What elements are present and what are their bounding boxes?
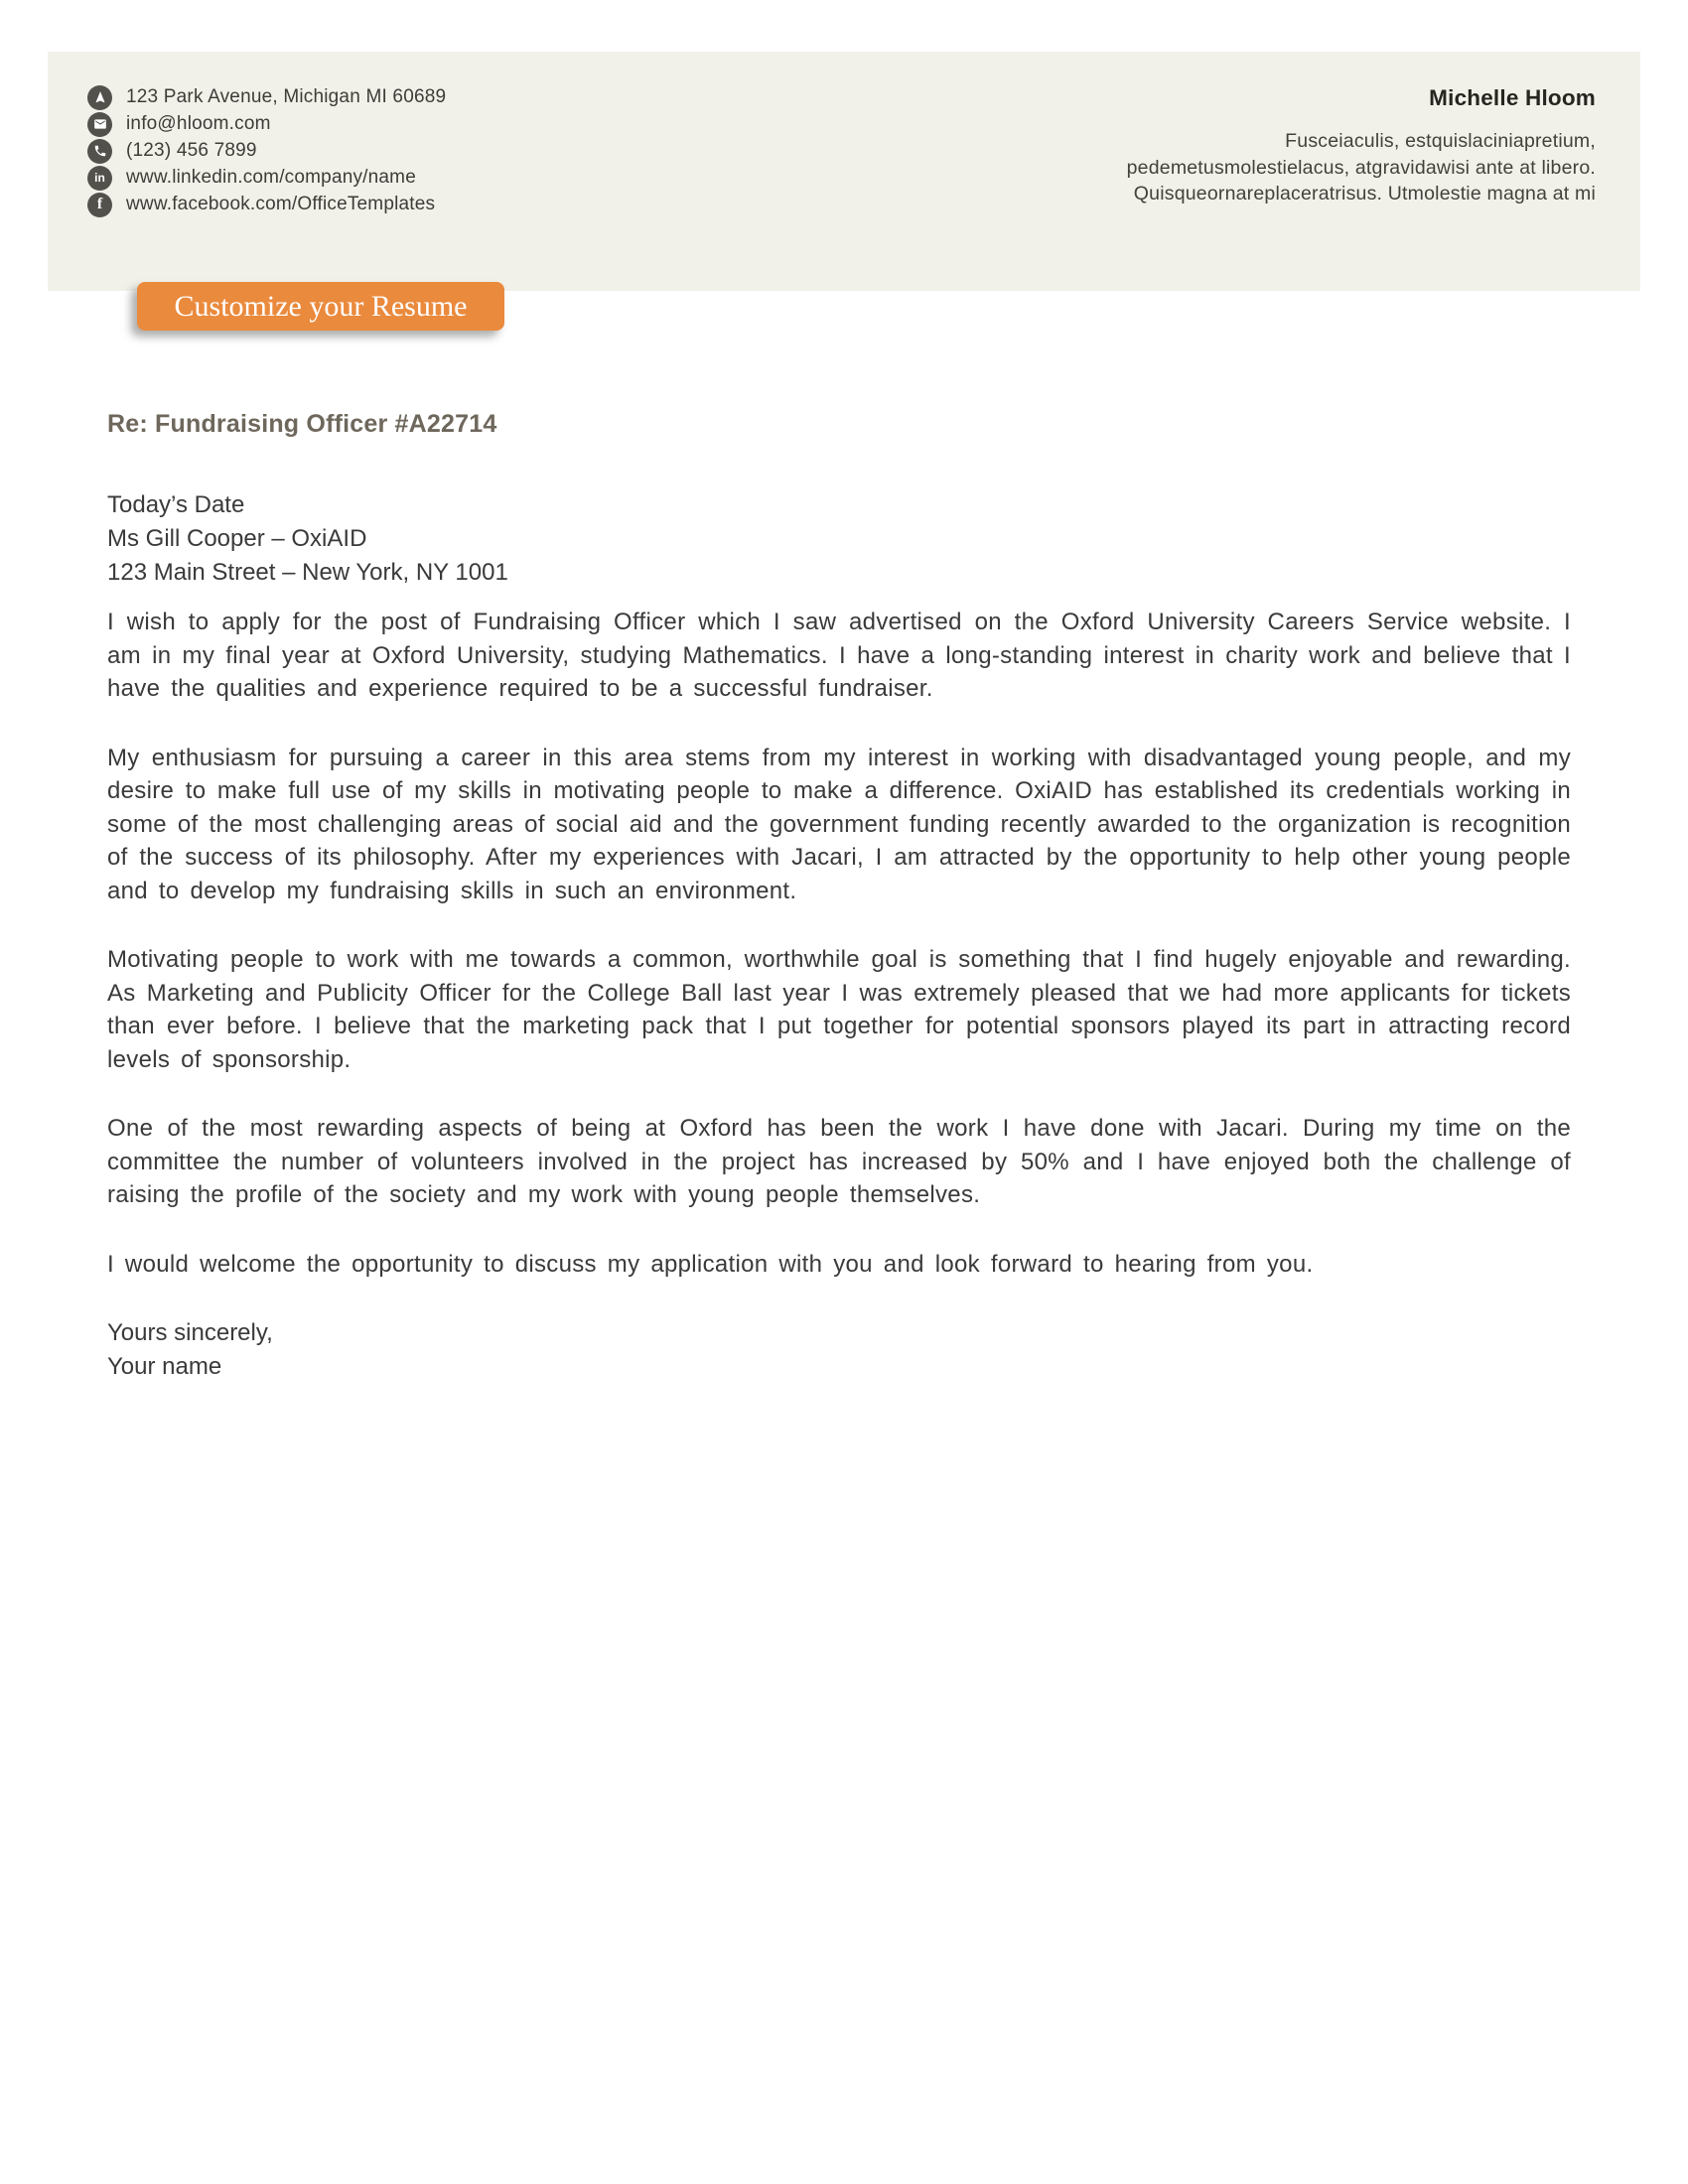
letter-paragraph: I wish to apply for the post of Fundraising Officer which I saw advertised on the Oxford University Careers Service website. I am in my final year at Oxford University, studying Mathematics. I have a long-standing interest in charity work and believe that I have the qualities and experience required to be a successful fundraiser.: [107, 609, 1571, 702]
contact-facebook: www.facebook.com/OfficeTemplates: [126, 194, 436, 214]
profile-name: Michelle Hloom: [1429, 85, 1596, 110]
letter-paragraph: Motivating people to work with me towards a common, worthwhile goal is something that I find hugely enjoyable and rewarding. As Marketing and Publicity Officer for the College Ball last year I was extremely pleased that we had more applicants for tickets than ever before. I believe that the marketing pack that I put together for potential sponsors played its part in attracting record levels of sponsorship.: [107, 946, 1571, 1073]
contact-address: 123 Park Avenue, Michigan MI 60689: [126, 86, 447, 107]
contact-item: [87, 85, 446, 109]
profile-summary-line: Fusceiaculis, estquislaciniapretium,: [1285, 130, 1596, 152]
facebook-icon: f: [87, 193, 112, 217]
contact-list: [87, 85, 446, 216]
email-icon: [87, 112, 112, 137]
closing-block: [107, 1316, 1571, 1384]
letter-paragraph: One of the most rewarding aspects of being at Oxford has been the work I have done with Jacari. During my time on the committee the number of volunteers involved in the project has increased by 50% and I have enjoyed both the challenge of raising the profile of the society and my work with young people themselves.: [107, 1115, 1571, 1208]
date-line: Today’s Date: [107, 491, 245, 518]
contact-email: info@hloom.com: [126, 113, 271, 134]
contact-item: [87, 166, 446, 190]
profile-summary-line: pedemetusmolestielacus, atgravidawisi ante at libero.: [1126, 156, 1596, 179]
recipient-line: Ms Gill Cooper – OxiAID: [107, 525, 367, 552]
location-icon: [87, 85, 112, 110]
letter-paragraph: My enthusiasm for pursuing a career in this area stems from my interest in working with disadvantaged young people, and my desire to make full use of my skills in motivating people to make a difference. OxiAID has established its credentials working in some of the most challenging areas of social aid and the government funding recently awarded to the organization is recognition of the success of its philosophy. After my experiences with Jacari, I am attracted by the opportunity to help other young people and to develop my fundraising skills in such an environment.: [107, 744, 1571, 904]
recipient-block: [107, 488, 1571, 590]
letter-subject: Re: Fundraising Officer #A22714: [107, 410, 497, 438]
profile-summary-line: Quisqueornareplaceratrisus. Utmolestie magna at mi: [1133, 183, 1596, 205]
letter-body: [107, 410, 1571, 1384]
phone-icon: [87, 139, 112, 164]
signature-name: Your name: [107, 1353, 222, 1380]
customize-resume-button[interactable]: Customize your Resume: [137, 282, 504, 331]
contact-item: [87, 112, 446, 136]
contact-item: [87, 139, 446, 163]
letter-paragraph: I would welcome the opportunity to discuss my application with you and look forward to hearing from you.: [107, 1250, 1314, 1278]
closing-salutation: Yours sincerely,: [107, 1319, 273, 1346]
contact-item: [87, 193, 446, 216]
profile-header: [960, 85, 1596, 207]
contact-linkedin: www.linkedin.com/company/name: [126, 167, 416, 188]
linkedin-icon: in: [87, 166, 112, 191]
recipient-address-line: 123 Main Street – New York, NY 1001: [107, 559, 508, 586]
contact-phone: (123) 456 7899: [126, 140, 257, 161]
